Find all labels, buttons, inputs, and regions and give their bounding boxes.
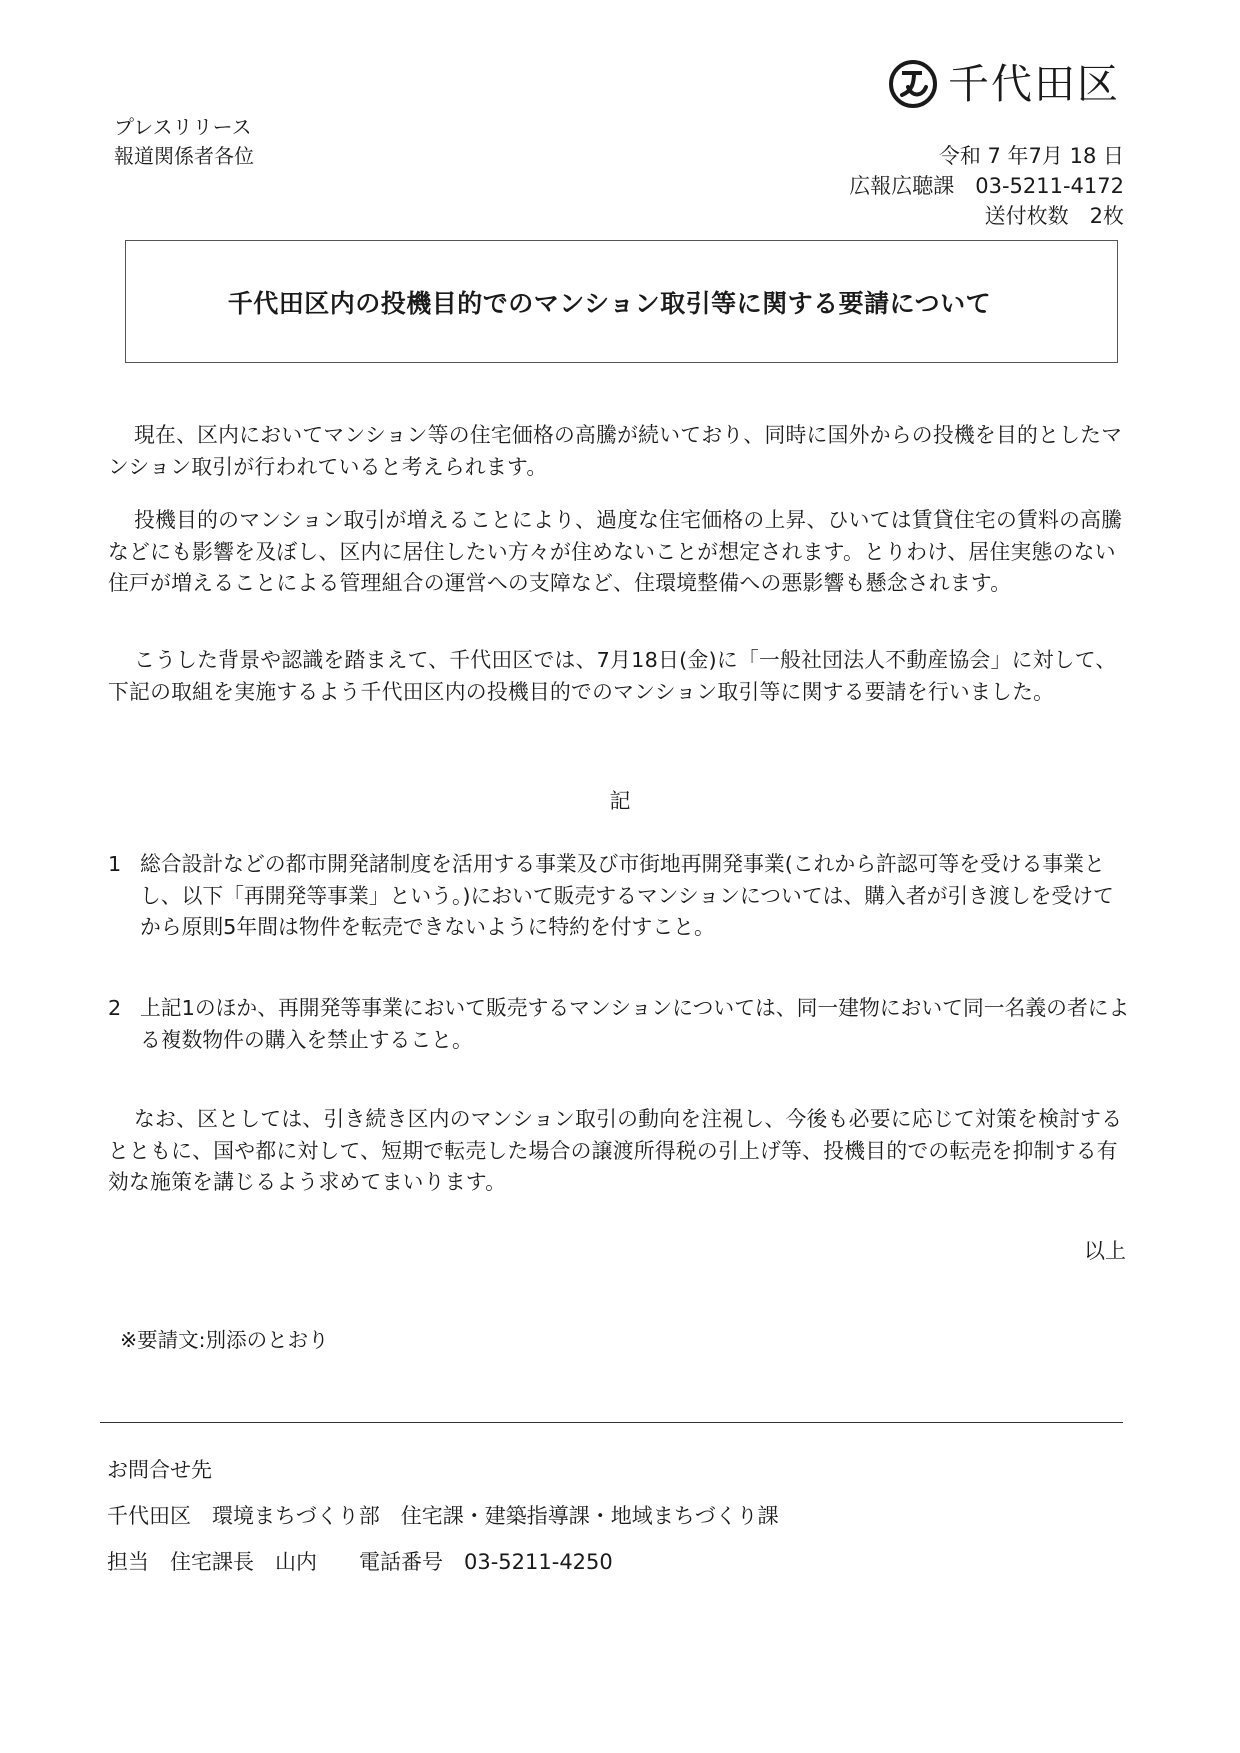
item-text: 上記1のほか、再開発等事業において販売するマンションについては、同一建物において同一名義の者による複数物件の購入を禁止すること。 <box>140 996 1130 1052</box>
addressee-block <box>114 113 254 171</box>
document-title: 千代田区内の投機目的でのマンション取引等に関する要請について <box>227 288 992 318</box>
end-mark: 以上 <box>1084 1239 1126 1263</box>
title-box <box>125 240 1118 363</box>
chiyoda-logo <box>888 52 1120 116</box>
release-date: 令和 7 年7月 18 日 <box>938 144 1124 168</box>
paragraph-1: 現在、区内においてマンション等の住宅価格の高騰が続いており、同時に国外からの投機を目的としたマンション取引が行われていると考えられます。 <box>108 423 1123 479</box>
contact-department: 千代田区 環境まちづくり部 住宅課・建築指導課・地域まちづくり課 <box>107 1504 779 1528</box>
attachment-note: ※要請文:別添のとおり <box>120 1328 329 1352</box>
divider <box>100 1422 1123 1423</box>
closing-paragraph: なお、区としては、引き続き区内のマンション取引の動向を注視し、今後も必要に応じて対策を検討するとともに、国や都に対して、短期で転売した場合の譲渡所得税の引上げ等、投機目的での転売を抑制する有効な施策を講じるよう求めてまいります。 <box>108 1107 1123 1194</box>
item-number: 1 <box>108 852 122 876</box>
org-name: 千代田区 <box>948 59 1120 108</box>
contact-heading: お問合せ先 <box>107 1458 212 1482</box>
chiyoda-emblem-icon <box>888 59 938 109</box>
request-item-2 <box>108 993 1133 1056</box>
paragraph-2: 投機目的のマンション取引が増えることにより、過度な住宅価格の上昇、ひいては賃貸住宅の賃料の高騰などにも影響を及ぼし、区内に居住したい方々が住めないことが想定されます。とりわけ、居住実態のない住戸が増えることによる管理組合の運営への支障など、住環境整備への悪影響も懸念されます。 <box>108 508 1123 595</box>
item-number: 2 <box>108 996 122 1020</box>
paragraph-3: こうした背景や認識を踏まえて、千代田区では、7月18日(金)に「一般社団法人不動産協会」に対して、下記の取組を実施するよう千代田区内の投機目的でのマンション取引等に関する要請を行いました。 <box>108 648 1117 704</box>
contact-person: 担当 住宅課長 山内 電話番号 03-5211-4250 <box>107 1550 613 1574</box>
release-meta <box>849 141 1124 231</box>
page-count: 送付枚数 2枚 <box>984 204 1124 228</box>
ki-heading: 記 <box>609 789 631 813</box>
request-item-1 <box>108 849 1133 944</box>
press-release-label: プレスリリース <box>114 115 252 139</box>
item-text: 総合設計などの都市開発諸制度を活用する事業及び市街地再開発事業(これから許認可等を受ける事業とし、以下「再開発等事業」という。)において販売するマンションについては、購入者が引き渡しを受けてから原則5年間は物件を転売できないように特約を付すこと。 <box>140 852 1114 939</box>
to-press-label: 報道関係者各位 <box>114 144 254 168</box>
section-phone: 広報広聴課 03-5211-4172 <box>849 174 1124 198</box>
